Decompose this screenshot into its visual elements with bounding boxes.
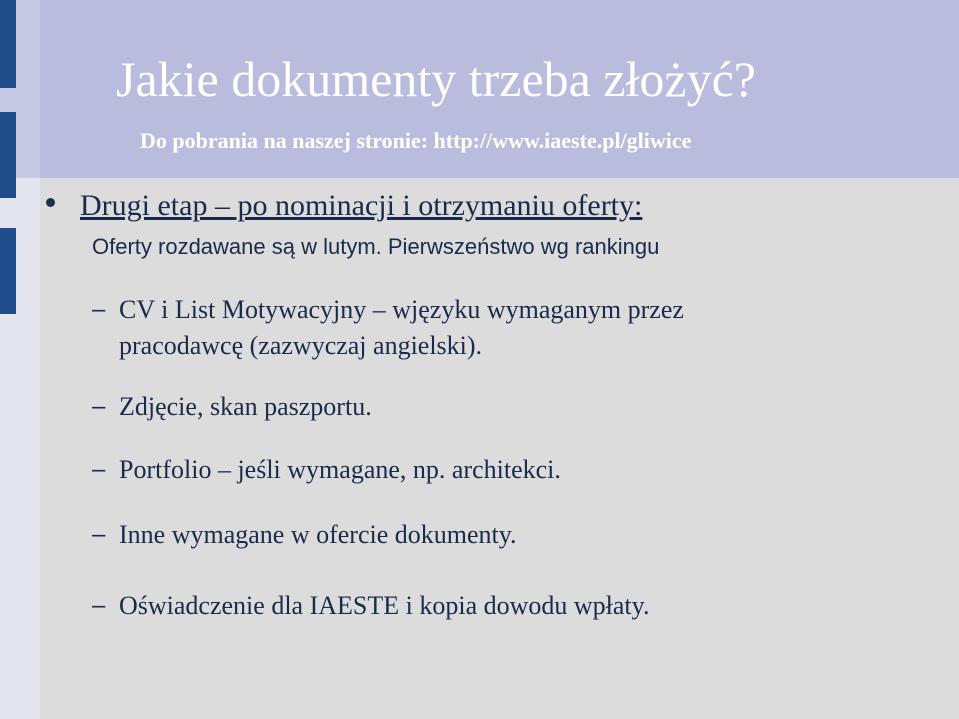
dash-bullet-icon: – [92, 296, 106, 323]
accent-bar-2 [0, 112, 16, 198]
list-item-text: Portfolio – jeśli wymagane, np. architekci. [119, 455, 561, 484]
download-link-text: Do pobrania na naszej stronie: http://www.iaeste.pl/gliwice [140, 128, 692, 153]
slide-title: Jakie dokumenty trzeba złożyć? [116, 51, 756, 107]
list-item-text-continued: pracodawcę (zazwyczaj angielski). [119, 331, 483, 360]
section-heading: Drugi etap – po nominacji i otrzymaniu oferty: [80, 189, 643, 222]
intro-text: Oferty rozdawane są w lutym. Pierwszeństwo wg rankingu [92, 234, 660, 259]
list-item-text: Inne wymagane w ofercie dokumenty. [119, 520, 517, 549]
bullet-dot-icon [46, 198, 55, 207]
dash-bullet-icon: – [92, 456, 106, 483]
accent-bar-1 [0, 0, 16, 88]
dash-bullet-icon: – [92, 393, 106, 420]
dash-bullet-icon: – [92, 521, 106, 548]
list-item-text: CV i List Motywacyjny – wjęzyku wymaganym przez [119, 295, 684, 324]
list-item-text: Zdjęcie, skan paszportu. [119, 392, 372, 421]
list-item-text: Oświadczenie dla IAESTE i kopia dowodu wpłaty. [119, 591, 650, 620]
accent-bar-3 [0, 228, 16, 314]
dash-bullet-icon: – [92, 592, 106, 619]
